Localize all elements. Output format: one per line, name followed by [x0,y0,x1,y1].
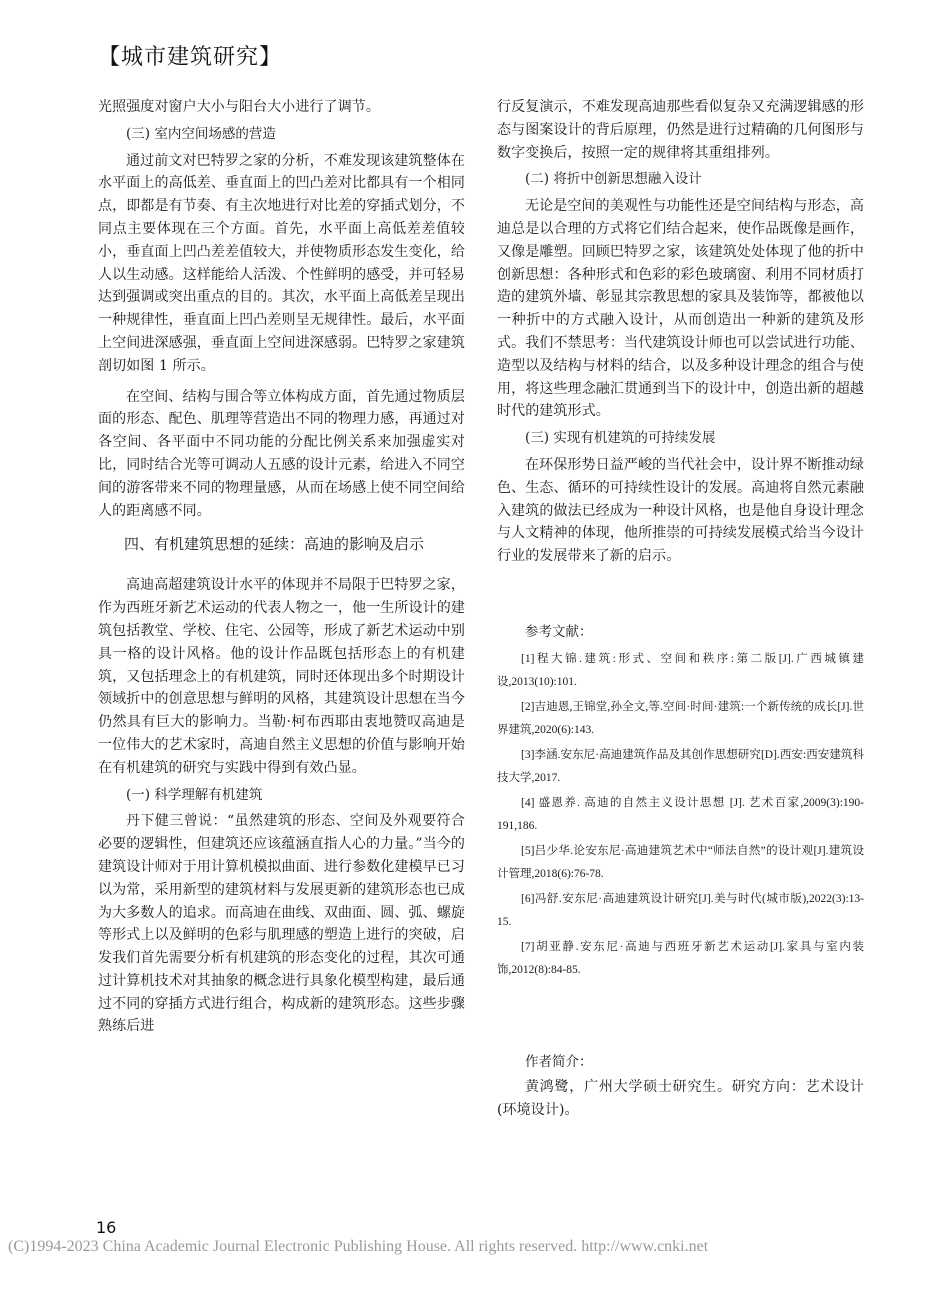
paragraph: 光照强度对窗户大小与阳台大小进行了调节。 [98,99,380,115]
author-heading: 作者简介： [525,1053,593,1070]
paragraph: 在环保形势日益严峻的当代社会中，设计界不断推动绿色、生态、循环的可持续性设计的发展。高迪将自然元素融入建筑的做法已经成为一种设计风格，也是他自身设计理念与人文精神的体现，他所推崇的可持续发展模式给当今设计行业的发展带来了新的启示。 [497,456,864,565]
subsection-heading: (三) 实现有机建筑的可持续发展 [525,430,716,447]
paragraph: 在空间、结构与围合等立体构成方面，首先通过物质层面的形态、配色、肌理等营造出不同的物理力感，再通过对各空间、各平面中不同功能的分配比例关系来加强虚实对比，同时结合光等可调动人五感的设计元素，给进入不同空间的游客带来不同的物理量感，从而在场感上使不同空间给人的距离感不同。 [98,388,465,519]
reference-item: [4] 盛恩养. 高迪的自然主义设计思想 [J]. 艺术百家,2009(3):190-191,186. [497,796,864,832]
reference-item: [3]李涵.安东尼·高迪建筑作品及其创作思想研究[D].西安:西安建筑科技大学,2017. [497,748,864,784]
paragraph: 通过前文对巴特罗之家的分析，不难发现该建筑整体在水平面上的高低差、垂直面上的凹凸差对比都具有一个相同点，即都是有节奏、有主次地进行对比差的穿插式划分，不同点主要体现在三个方面。首先，水平面上高低差差值较小，垂直面上凹凸差差值较大，并使物质形态发生变化，给人以生动感。这样能给人活泼、个性鲜明的感受，并可轻易达到强调或突出重点的目的。其次，水平面上高低差呈现出一种规律性，垂直面上凹凸差则呈无规律性。最后，水平面上空间进深感强，垂直面上空间进深感弱。巴特罗之家建筑剖切如图 1 所示。 [98,152,465,374]
subsection-heading: (一) 科学理解有机建筑 [126,786,263,803]
author-bio: 黄鸿鹭，广州大学硕士研究生。研究方向：艺术设计 (环境设计)。 [497,1078,864,1118]
reference-item: [2]吉迪恩,王锦堂,孙全文,等.空间·时间·建筑:一个新传统的成长[J].世界建筑,2020(6):143. [497,700,864,736]
paragraph: 行反复演示，不难发现高迪那些看似复杂又充满逻辑感的形态与图案设计的背后原理，仍然是进行过精确的几何图形与数字变换后，按照一定的规律将其重组排列。 [497,99,864,161]
references-heading: 参考文献： [525,623,593,640]
paragraph: 高迪高超建筑设计水平的体现并不局限于巴特罗之家，作为西班牙新艺术运动的代表人物之一，他一生所设计的建筑包括教堂、学校、住宅、公园等，形成了新艺术运动中别具一格的设计风格。他的设计作品既包括形态上的有机建筑，又包括理念上的有机建筑，同时还体现出多个时期设计领域折中的创意思想与鲜明的风格，其建筑设计思想在当今仍然具有巨大的影响力。当勒·柯布西耶由衷地赞叹高迪是一位伟大的艺术家时，高迪自然主义思想的价值与影响开始在有机建筑的研究与实践中得到有效凸显。 [98,577,465,776]
reference-list [497,648,864,982]
page-number: 16 [96,1218,117,1237]
reference-item: [5]吕少华.论安东尼·高迪建筑艺术中“师法自然”的设计观[J].建筑设计管理,2018(6):76-78. [497,844,864,880]
subsection-heading: (三) 室内空间场感的营造 [126,125,276,142]
copyright-footer: (C)1994-2023 China Academic Journal Electronic Publishing House. All rights reserved. http://www.cnki.net [8,1238,709,1255]
paragraph: 无论是空间的美观性与功能性还是空间结构与形态，高迪总是以合理的方式将它们结合起来，使作品既像是画作，又像是雕塑。回顾巴特罗之家，该建筑处处体现了他的折中创新思想：各种形式和色彩的彩色玻璃窗、利用不同材质打造的建筑外墙、彰显其宗教思想的家具及装饰等，都被他以一种折中的方式融入设计，从而创造出一种新的建筑及形式。我们不禁思考：当代建筑设计师也可以尝试进行功能、造型以及结构与材料的结合，以及多种设计理念的组合与使用，将这些理念融汇贯通到当下的设计中，创造出新的超越时代的建筑形式。 [497,198,864,420]
paragraph: 丹下健三曾说：“虽然建筑的形态、空间及外观要符合必要的逻辑性，但建筑还应该蕴涵直指人心的力量。”当今的建筑设计师对于用计算机模拟曲面、进行参数化建模早已习以为常，采用新型的建筑材料与发展更新的建筑形态也已成为大多数人的追求。而高迪在曲线、双曲面、圆、弧、螺旋等形式上以及鲜明的色彩与肌理感的塑造上进行的突破，启发我们首先需要分析有机建筑的形态变化的过程，其次可通过计算机技术对其抽象的概念进行具象化模型构建，最后通过不同的穿插方式进行组合，构成新的建筑形态。这些步骤熟练后进 [98,813,465,1035]
reference-item: [6]冯舒.安东尼·高迪建筑设计研究[J].美与时代(城市版),2022(3):13-15. [497,892,864,928]
reference-item: [1]程大锦.建筑:形式、空间和秩序:第二版[J].广西城镇建设,2013(10):101. [497,652,864,688]
section-heading: 四、有机建筑思想的延续：高迪的影响及启示 [124,535,425,554]
subsection-heading: (二) 将折中创新思想融入设计 [525,171,702,188]
reference-item: [7]胡亚静.安东尼·高迪与西班牙新艺术运动[J].家具与室内装饰,2012(8):84-85. [497,940,864,976]
right-column [497,96,864,1122]
left-column [98,96,465,1038]
journal-header: 【城市建筑研究】 [98,45,283,70]
